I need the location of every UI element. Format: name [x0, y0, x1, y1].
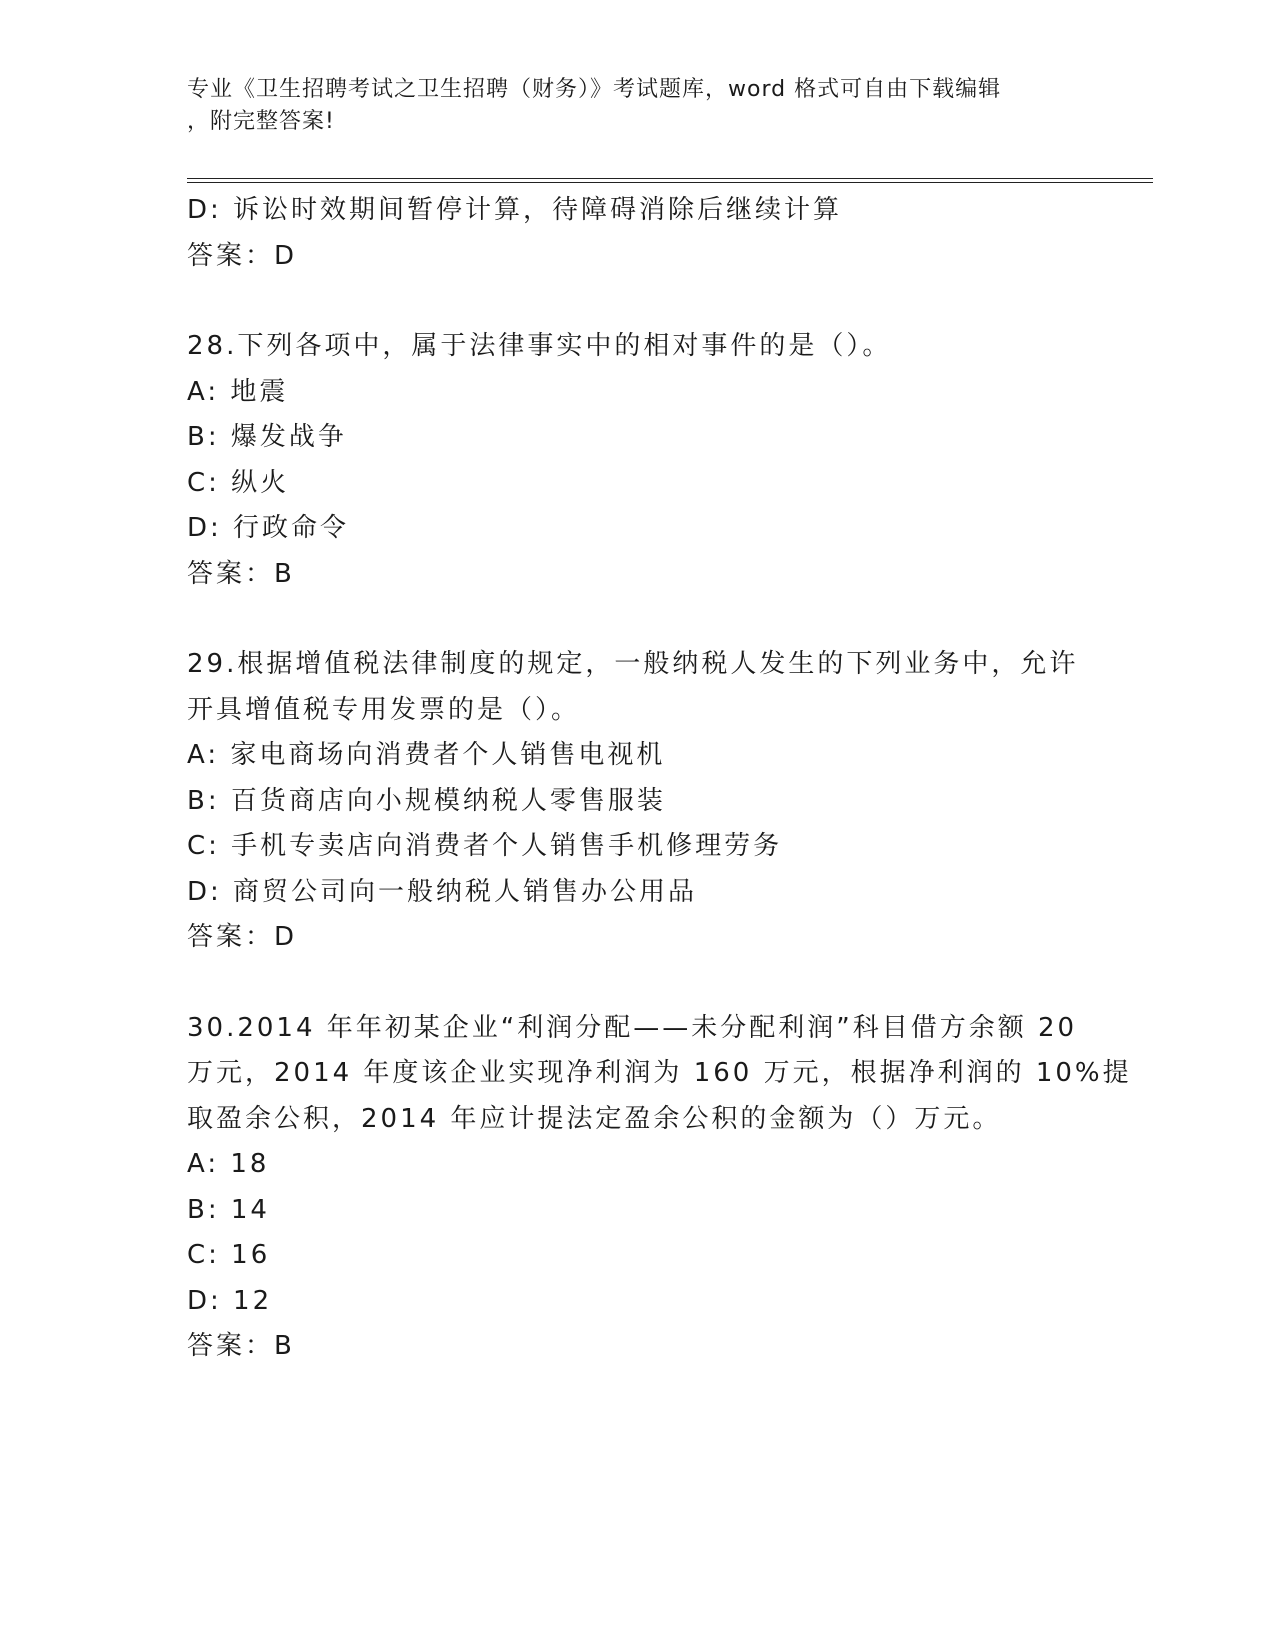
- option-b: B: 14: [187, 1194, 270, 1225]
- answer-line: 答案：B: [187, 558, 295, 589]
- question-stem: 万元，2014 年度该企业实现净利润为 160 万元，根据净利润的 10%提: [187, 1058, 1132, 1088]
- question-stem: 取盈余公积，2014 年应计提法定盈余公积的金额为（）万元。: [187, 1103, 1002, 1134]
- option-b: B: 百货商店向小规模纳税人零售服装: [187, 785, 666, 816]
- option-b: B: 爆发战争: [187, 422, 347, 452]
- option-d: D: 12: [187, 1285, 273, 1316]
- answer-line: 答案：B: [187, 1331, 295, 1361]
- question-spacer: [187, 279, 1087, 324]
- question-spacer: [187, 597, 1087, 642]
- option-a: A: 家电商场向消费者个人销售电视机: [187, 740, 666, 770]
- question-stem: 28.下列各项中，属于法律事实中的相对事件的是（）。: [187, 331, 892, 361]
- option-a: A: 18: [187, 1149, 270, 1179]
- page-header: [187, 74, 1067, 138]
- header-line-1: 专业《卫生招聘考试之卫生招聘（财务）》考试题库，word 格式可自由下载编辑: [187, 77, 1002, 102]
- option-c: C: 手机专卖店向消费者个人销售手机修理劳务: [187, 831, 783, 861]
- header-line-2: ，附完整答案!: [187, 109, 335, 134]
- question-stem: 29.根据增值税法律制度的规定，一般纳税人发生的下列业务中，允许: [187, 649, 1079, 679]
- answer-line: 答案：D: [187, 240, 298, 271]
- question-30: [187, 1006, 1132, 1370]
- option-d: D: 诉讼时效期间暂停计算，待障碍消除后继续计算: [187, 195, 843, 225]
- option-c: C: 纵火: [187, 467, 290, 498]
- question-28: [187, 324, 1087, 597]
- question-stem: 开具增值税专用发票的是（）。: [187, 694, 581, 725]
- option-c: C: 16: [187, 1240, 271, 1270]
- question-spacer: [187, 961, 1087, 1006]
- header-divider: [187, 178, 1153, 183]
- option-d: D: 行政命令: [187, 513, 350, 543]
- question-29: [187, 642, 1087, 961]
- document-body: [187, 188, 1132, 1370]
- question-stem: 30.2014 年年初某企业“利润分配——未分配利润”科目借方余额 20: [187, 1012, 1078, 1043]
- option-d: D: 商贸公司向一般纳税人销售办公用品: [187, 876, 698, 907]
- answer-line: 答案：D: [187, 922, 298, 952]
- option-a: A: 地震: [187, 376, 289, 407]
